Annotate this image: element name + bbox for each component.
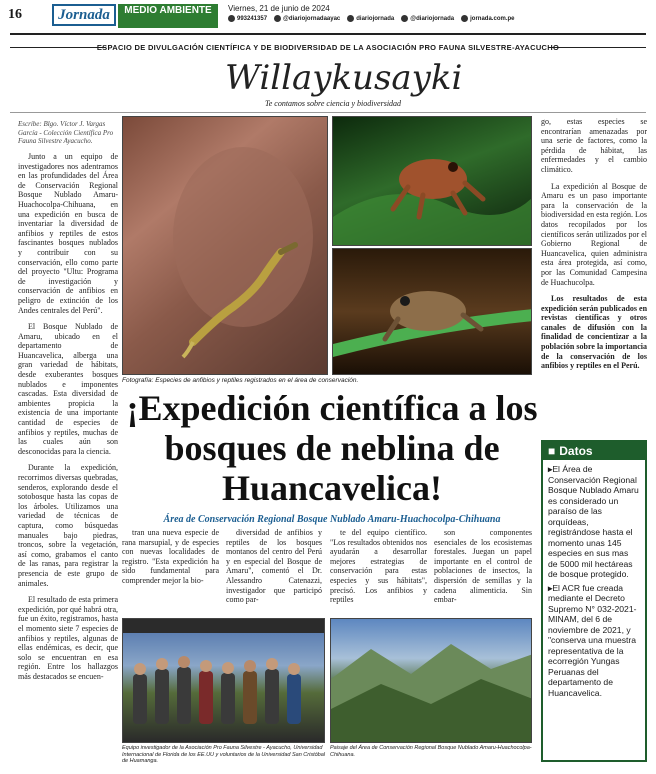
frog-photo-2 (332, 248, 532, 375)
whatsapp-text: 993241357 (237, 15, 268, 22)
space-banner: ESPACIO DE DIVULGACIÓN CIENTÍFICA Y DE BIODIVERSIDAD DE LA ASOCIACIÓN PRO FAUNA SILVESTRE-AYACUCHO (96, 43, 560, 52)
web-icon (461, 15, 468, 22)
twitter-link (347, 15, 394, 22)
twitter-text: diariojornada (356, 15, 395, 22)
landscape-photo (330, 618, 532, 743)
logo-rule (10, 112, 646, 113)
header-rule (10, 33, 646, 35)
subheadline: Área de Conservación Regional Bosque Nublado Amaru-Huachocolpa-Chihuana (163, 514, 501, 525)
paragraph: Los resultados de esta expedición serán publicados en revistas científicas y otros canales de difusión con la finalidad de concientizar a la población sobre la importancia de la conservación de los anfibios y reptiles en el Perú. (541, 294, 647, 371)
section-label: MEDIO AMBIENTE (118, 4, 218, 28)
twitter-icon (347, 15, 354, 22)
team-photo (122, 618, 325, 743)
paragraph: go, estas especies se encontrarían amenazadas por una serie de factores, como la pérdida de hábitat, las enfermedades y el cambio climático. (541, 117, 647, 174)
paragraph: El Bosque Nublado de Amaru, ubicado en el departamento de Huancavelica, alberga una gran variedad de hábitats, desde exuberantes bosques nublados e imponentes cascadas. Esta diversidad de ambientes propicia la existencia de una importante cantidad de especies de anfibios y reptiles, muchas de las cuales aún son desconocidas para la ciencia. (18, 322, 118, 456)
landscape-illustration (331, 619, 532, 743)
photo-caption: Fotografía: Especies de anfibios y reptiles registrados en el área de conservación. (122, 377, 359, 384)
datos-body (543, 460, 645, 705)
team-caption: Equipo investigador de la Asociación Pro Fauna Silvestre - Ayacucho, Universidad Internacional de Florida de los EE.UU y voluntarios de la Universidad San Cristóbal de Huamanga. (122, 745, 325, 764)
author-credit: Escribe: Blgo. Víctor J. Vargas García - Colección Científica Pro Fauna Silvestre Ayacucho. (18, 120, 114, 145)
article-column-5 (434, 528, 532, 615)
article-column-4 (330, 528, 427, 615)
facebook-text: @diariojornadaayac (283, 15, 341, 22)
frog-photo-1 (332, 116, 532, 246)
team-illustration (123, 619, 325, 743)
datos-item: ▸ El ACR fue creada mediante el Decreto Supremo N° 032-2021-MINAM, del 6 de noviembre de 2021, y "conserva una muestra representativa de la ecorregión Yungas Peruanas del departamento de Huancavelica. (548, 583, 640, 699)
paragraph: te del equipo científico. "Los resultados obtenidos nos ayudarán a desarrollar mejores estrategias de conservación para estas especies y sus hábitats", precisó. Los anfibios y reptiles (330, 528, 427, 605)
brand-logo: Jornada (52, 4, 116, 26)
paragraph: son componentes esenciales de los ecosistemas forestales. Juegan un papel importante en el control de poblaciones de insectos, la dispersión de semillas y la cadena alimenticia. Sin embar- (434, 528, 532, 605)
datos-item: ▸ El Área de Conservación Regional Bosque Nublado Amaru es considerado un paraíso de las orquídeas, registrándose hasta el momento unas 145 especies en sus mas de 5000 mil hectáreas de bosque protegido. (548, 464, 640, 580)
info-icon: ■ (548, 444, 556, 458)
landscape-caption: Paisaje del Área de Conservación Regional Bosque Nublado Amaru-Huachocolpa-Chihuana. (330, 745, 532, 758)
frog-illustration-2 (333, 249, 532, 375)
instagram-icon (401, 15, 408, 22)
lizard-photo (122, 116, 328, 375)
lizard-illustration (123, 117, 328, 375)
facebook-link (274, 15, 340, 22)
paragraph: tran una nueva especie de rana marsupial, y de especies con nuevas localidades de registro. "Esta expedición ha sido fundamental para comprender mejor la bio- (122, 528, 219, 585)
paragraph: El resultado de esta primera expedición, por qué habrá otra, fue un éxito, registramos, hasta el momento siete 7 especies de anfibios y reptiles, algunas de ellas endémicas, es decir, que solo se encuentran en esa región. Entre los hallazgos más destacados se encuen- (18, 595, 118, 681)
paragraph: diversidad de anfibios y reptiles de los bosques montanos del centro del Perú y en especial del Bosque de Amaru", comentó el Dr. Alessandro Catenazzi, investigador que participó como par- (226, 528, 322, 605)
headline: ¡Expedición científica a los bosques de neblina de Huancavelica! (126, 388, 538, 508)
issue-date: Viernes, 21 de junio de 2024 (228, 4, 330, 13)
article-column-1 (18, 152, 118, 772)
article-column-6 (541, 117, 647, 427)
datos-title: Datos (559, 444, 593, 458)
frog-illustration-1 (333, 117, 532, 246)
paragraph: Durante la expedición, recorrimos diversas quebradas, senderos, explorando desde el sotobosque hasta las copas de los árboles. Utilizamos una variedad de técnicas de captura, como búsquedas manuales bajo piedras, troncos, sobre la vegetación, así como, grabamos el canto de las ranas, para registrar la presencia de este grupo de animales. (18, 463, 118, 588)
instagram-text: @diariojornada (410, 15, 455, 22)
whatsapp-link (228, 15, 267, 22)
web-text: jornada.com.pe (470, 15, 515, 22)
web-link (461, 15, 514, 22)
paragraph: La expedición al Bosque de Amaru es un paso importante para la conservación de la biodiversidad en esta región. Los datos recopilados por los científicos serán utilizados por el Gobierno Regional de Huancavelica, quien administra esta área protegida, así como, por las Comunidad Campesina de Huachucolpa. (541, 181, 647, 287)
instagram-link (401, 15, 454, 22)
datos-header (543, 442, 645, 460)
logo-tagline: Te contamos sobre ciencia y biodiversidad (265, 99, 402, 108)
datos-box (541, 440, 647, 762)
article-column-3 (226, 528, 322, 615)
social-links (228, 15, 514, 22)
article-column-2 (122, 528, 219, 615)
willaykusayki-logo: Willaykusayki (225, 58, 463, 98)
paragraph: Junto a un equipo de investigadores nos adentramos en las profundidades del Área de Conservación Regional Bosque Nublado Amaru-Huachocolpa-Chihuana, en una expedición en busca de inventariar la diversidad de anfibios y reptiles de estos fascinantes bosques nublados y contribuir con su conservación, ello como parte del proyecto "Ultu: Programa de investigación y conservación de anfibios en peligro de extinción de los Andes centrales del Perú". (18, 152, 118, 315)
page-number: 16 (8, 7, 22, 22)
whatsapp-icon (228, 15, 235, 22)
facebook-icon (274, 15, 281, 22)
